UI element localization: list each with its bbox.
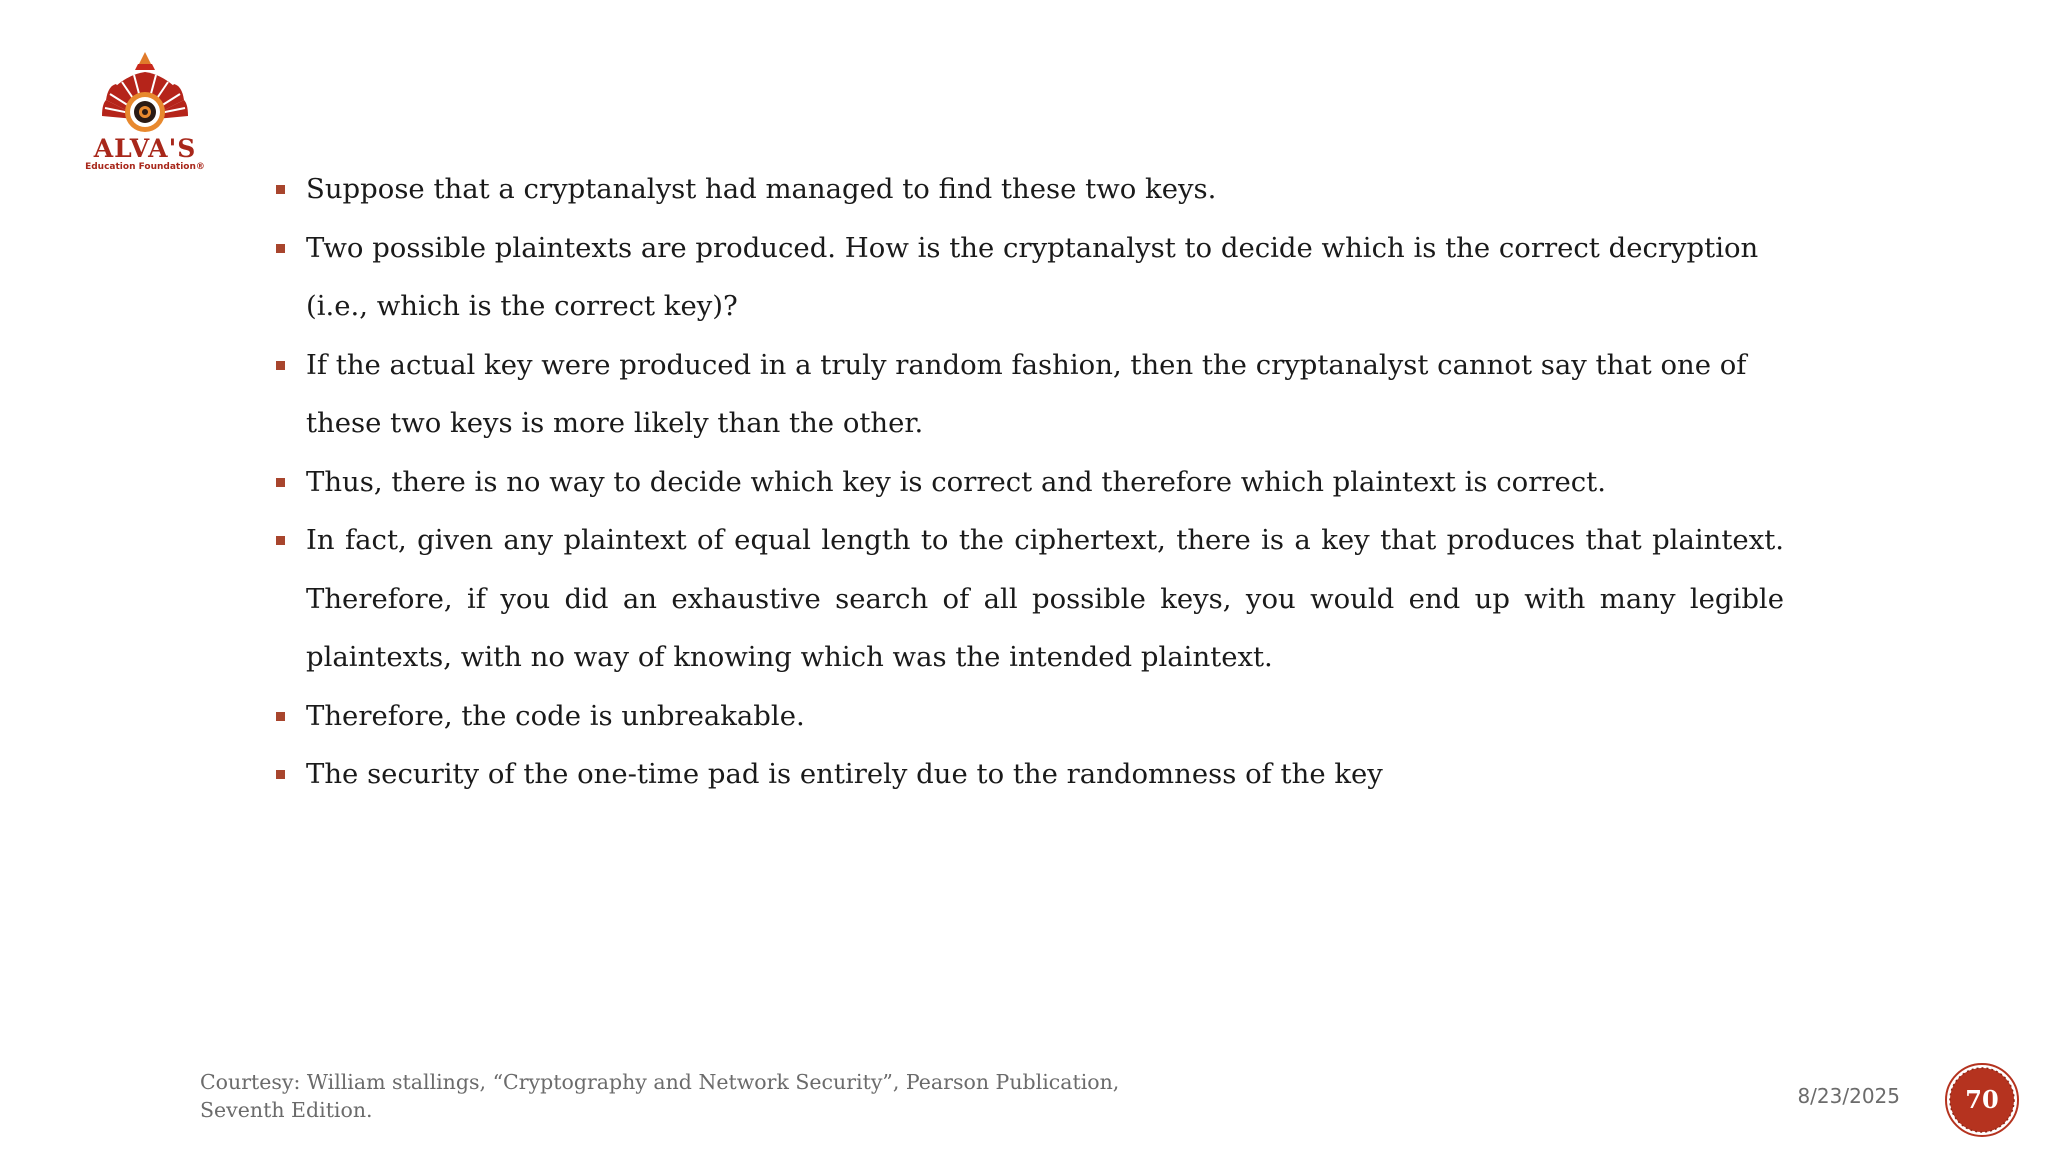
logo-name: ALVA'S [93, 134, 197, 163]
bullet-text: Thus, there is no way to decide which key is correct and therefore which plaintext is correct. [306, 465, 1606, 498]
bullet-marker-icon [276, 244, 285, 253]
logo-subtitle: Education Foundation® [85, 162, 205, 172]
bullet-item [272, 219, 1784, 336]
alvas-emblem-icon [72, 50, 218, 140]
footer-date: 8/23/2025 [1797, 1084, 1900, 1108]
bullet-item [272, 511, 1784, 687]
bullet-marker-icon [276, 536, 285, 545]
bullet-marker-icon [276, 361, 285, 370]
bullet-text: The security of the one-time pad is entirely due to the randomness of the key [306, 758, 1383, 790]
page-number-badge [1944, 1062, 2020, 1138]
footer-courtesy [200, 1068, 1200, 1124]
bullet-item [272, 453, 1784, 512]
bullet-marker-icon [276, 770, 285, 779]
page-number: 70 [1965, 1085, 1999, 1114]
bullet-text: Therefore, the code is unbreakable. [306, 699, 805, 732]
bullet-item [272, 687, 1784, 746]
bullet-item [272, 336, 1784, 453]
bullet-marker-icon [276, 185, 285, 194]
bullet-marker-icon [276, 712, 285, 721]
bullet-item [272, 160, 1784, 219]
bullet-list [272, 160, 1784, 804]
bullet-text: Suppose that a cryptanalyst had managed to find these two keys. [306, 173, 1217, 205]
bullet-text: Two possible plaintexts are produced. How is the cryptanalyst to decide which is the correct decryption (i.e., which is the correct key)? [306, 231, 1759, 322]
bullet-text: If the actual key were produced in a truly random fashion, then the cryptanalyst cannot say that one of these two keys is more likely than the other. [306, 348, 1747, 439]
alvas-logo [72, 50, 218, 174]
bullet-item [272, 745, 1784, 804]
bullet-text: In fact, given any plaintext of equal length to the ciphertext, there is a key that produces that plaintext. Therefore, if you did an exhaustive search of all possible keys, you would end up with many legible plaintexts, with no way of knowing which was the intended plaintext. [306, 524, 1784, 673]
courtesy-line-1: Courtesy: William stallings, “Cryptography and Network Security”, Pearson Publication, [200, 1070, 1120, 1094]
courtesy-line-2: Seventh Edition. [200, 1098, 373, 1122]
bullet-marker-icon [276, 478, 285, 487]
